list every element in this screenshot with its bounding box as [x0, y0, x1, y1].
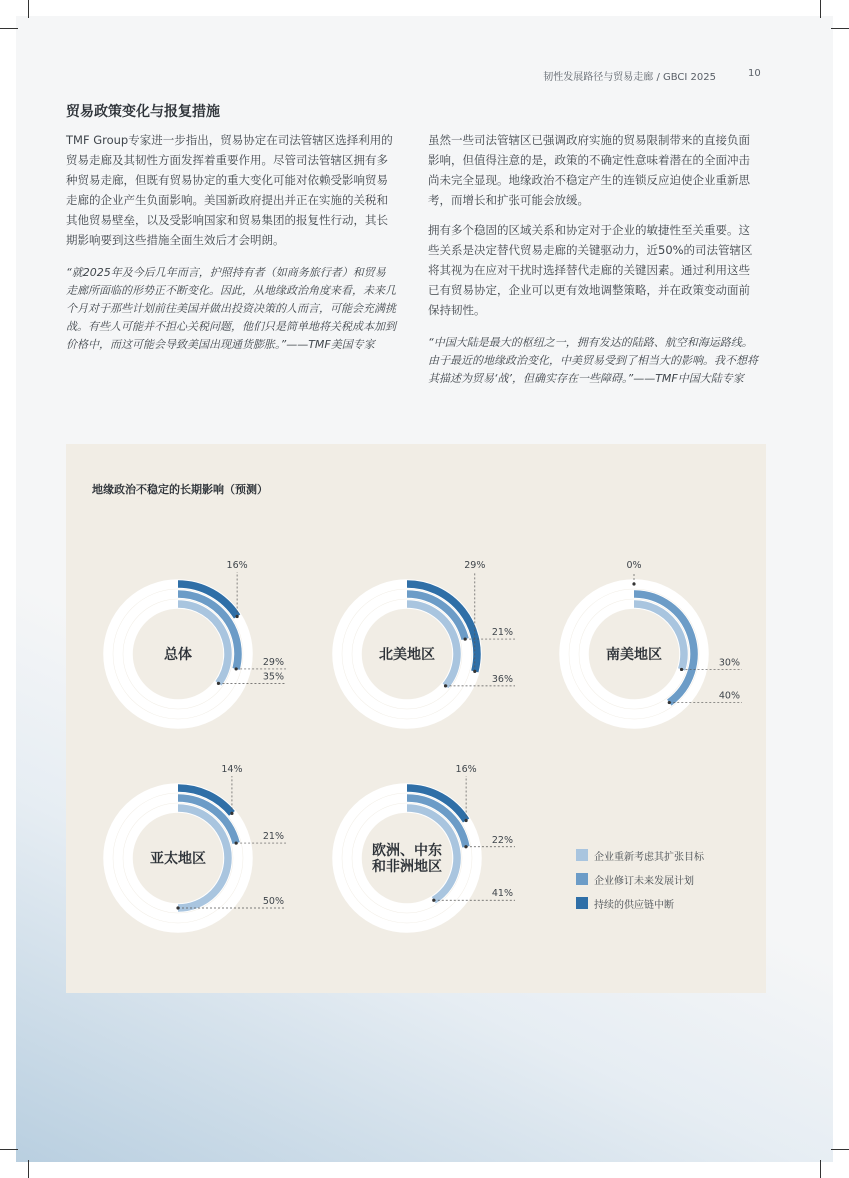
leader-dot	[668, 701, 671, 704]
value-label: 29%	[262, 656, 284, 668]
legend-label: 持续的供应链中断	[594, 899, 674, 911]
expert-quote: “就2025年及今后几年而言，护照持有者（如商务旅行者）和贸易走廊所面临的形势正不断变化。因此，从地缘政治角度来看，未来几个月对于那些计划前往美国并做出投资决策的人而言，可能会充满挑战。有些人可能并不担心关税问题，他们只是简单地将关税成本加到价格中，而这可能会导致美国出现通货膨胀。”——TMF美国专家	[66, 266, 396, 351]
value-label: 21%	[491, 627, 513, 639]
leader-dot	[230, 812, 233, 815]
running-header: 韧性发展路径与贸易走廊 / GBCI 2025	[543, 72, 716, 83]
value-label: 29%	[464, 560, 486, 571]
region-label: 亚太地区	[150, 851, 206, 867]
page-number: 10	[748, 68, 761, 79]
leader-dot	[473, 670, 476, 673]
legend-swatch	[576, 897, 588, 909]
legend-label: 企业修订未来发展计划	[594, 875, 694, 887]
value-label: 30%	[718, 657, 740, 669]
region-label: 南美地区	[606, 647, 662, 663]
value-label: 22%	[491, 834, 513, 846]
leader-dot	[176, 906, 179, 909]
value-label: 14%	[221, 764, 243, 775]
legend-item	[576, 867, 704, 891]
leader-dot	[217, 682, 220, 685]
leader-dot	[464, 845, 467, 848]
chart-legend	[576, 843, 704, 915]
leader-dot	[432, 899, 435, 902]
leader-dot	[236, 615, 239, 618]
leader-dot	[444, 684, 447, 687]
body-paragraph: 虽然一些司法管辖区已强调政府实施的贸易限制带来的直接负面影响，但值得注意的是，政策的不确定性意味着潜在的全面冲击尚未完全显现。地缘政治不稳定产生的连锁反应迫使企业重新思考，而增长和扩张可能会放缓。	[428, 133, 750, 207]
legend-swatch	[576, 849, 588, 861]
leader-dot	[464, 637, 467, 640]
body-paragraph: 拥有多个稳固的区域关系和协定对于企业的敏捷性至关重要。这些关系是决定替代贸易走廊的关键驱动力，近50%的司法管辖区将其视为在应对干扰时选择替代走廊的关键因素。通过利用这些已有贸易协定，企业可以更有效地调整策略，并在政策变动面前保持韧性。	[428, 223, 753, 317]
legend-swatch	[576, 873, 588, 885]
value-label: 16%	[226, 560, 248, 571]
value-label: 36%	[491, 673, 513, 685]
section-title: 贸易政策变化与报复措施	[66, 104, 220, 120]
body-paragraph: TMF Group专家进一步指出，贸易协定在司法管辖区选择利用的贸易走廊及其韧性方面发挥着重要作用。尽管司法管辖区拥有多种贸易走廊，但既有贸易协定的重大变化可能对依赖受影响贸易走廊的企业产生负面影响。美国新政府提出并正在实施的关税和其他贸易壁垒，以及受影响国家和贸易集团的报复性行动，其长期影响要到这些措施全面生效后才会明朗。	[66, 133, 393, 247]
legend-item	[576, 843, 704, 867]
region-label: 欧洲、中东	[372, 843, 442, 859]
value-label: 41%	[491, 888, 513, 900]
region-label: 北美地区	[379, 647, 435, 663]
expert-quote: “中国大陆是最大的枢纽之一，拥有发达的陆路、航空和海运路线。由于最近的地缘政治变化，中美贸易受到了相当大的影响。我不想将其描述为贸易‘战’，但确实存在一些障碍。”——TMF中国大陆专家	[428, 336, 758, 385]
value-label: 35%	[262, 671, 284, 683]
leader-dot	[235, 667, 238, 670]
legend-item	[576, 891, 704, 915]
leader-dot	[235, 841, 238, 844]
value-label: 0%	[626, 560, 642, 571]
region-label: 和非洲地区	[372, 859, 442, 875]
leader-dot	[680, 668, 683, 671]
legend-label: 企业重新考虑其扩张目标	[594, 851, 704, 863]
region-label: 总体	[164, 647, 192, 663]
value-label: 21%	[262, 831, 284, 843]
leader-dot	[465, 819, 468, 822]
value-label: 50%	[262, 896, 284, 907]
value-label: 40%	[718, 690, 740, 702]
chart-title: 地缘政治不稳定的长期影响（预测）	[92, 483, 268, 496]
leader-dot	[632, 582, 635, 585]
value-label: 16%	[455, 764, 477, 775]
